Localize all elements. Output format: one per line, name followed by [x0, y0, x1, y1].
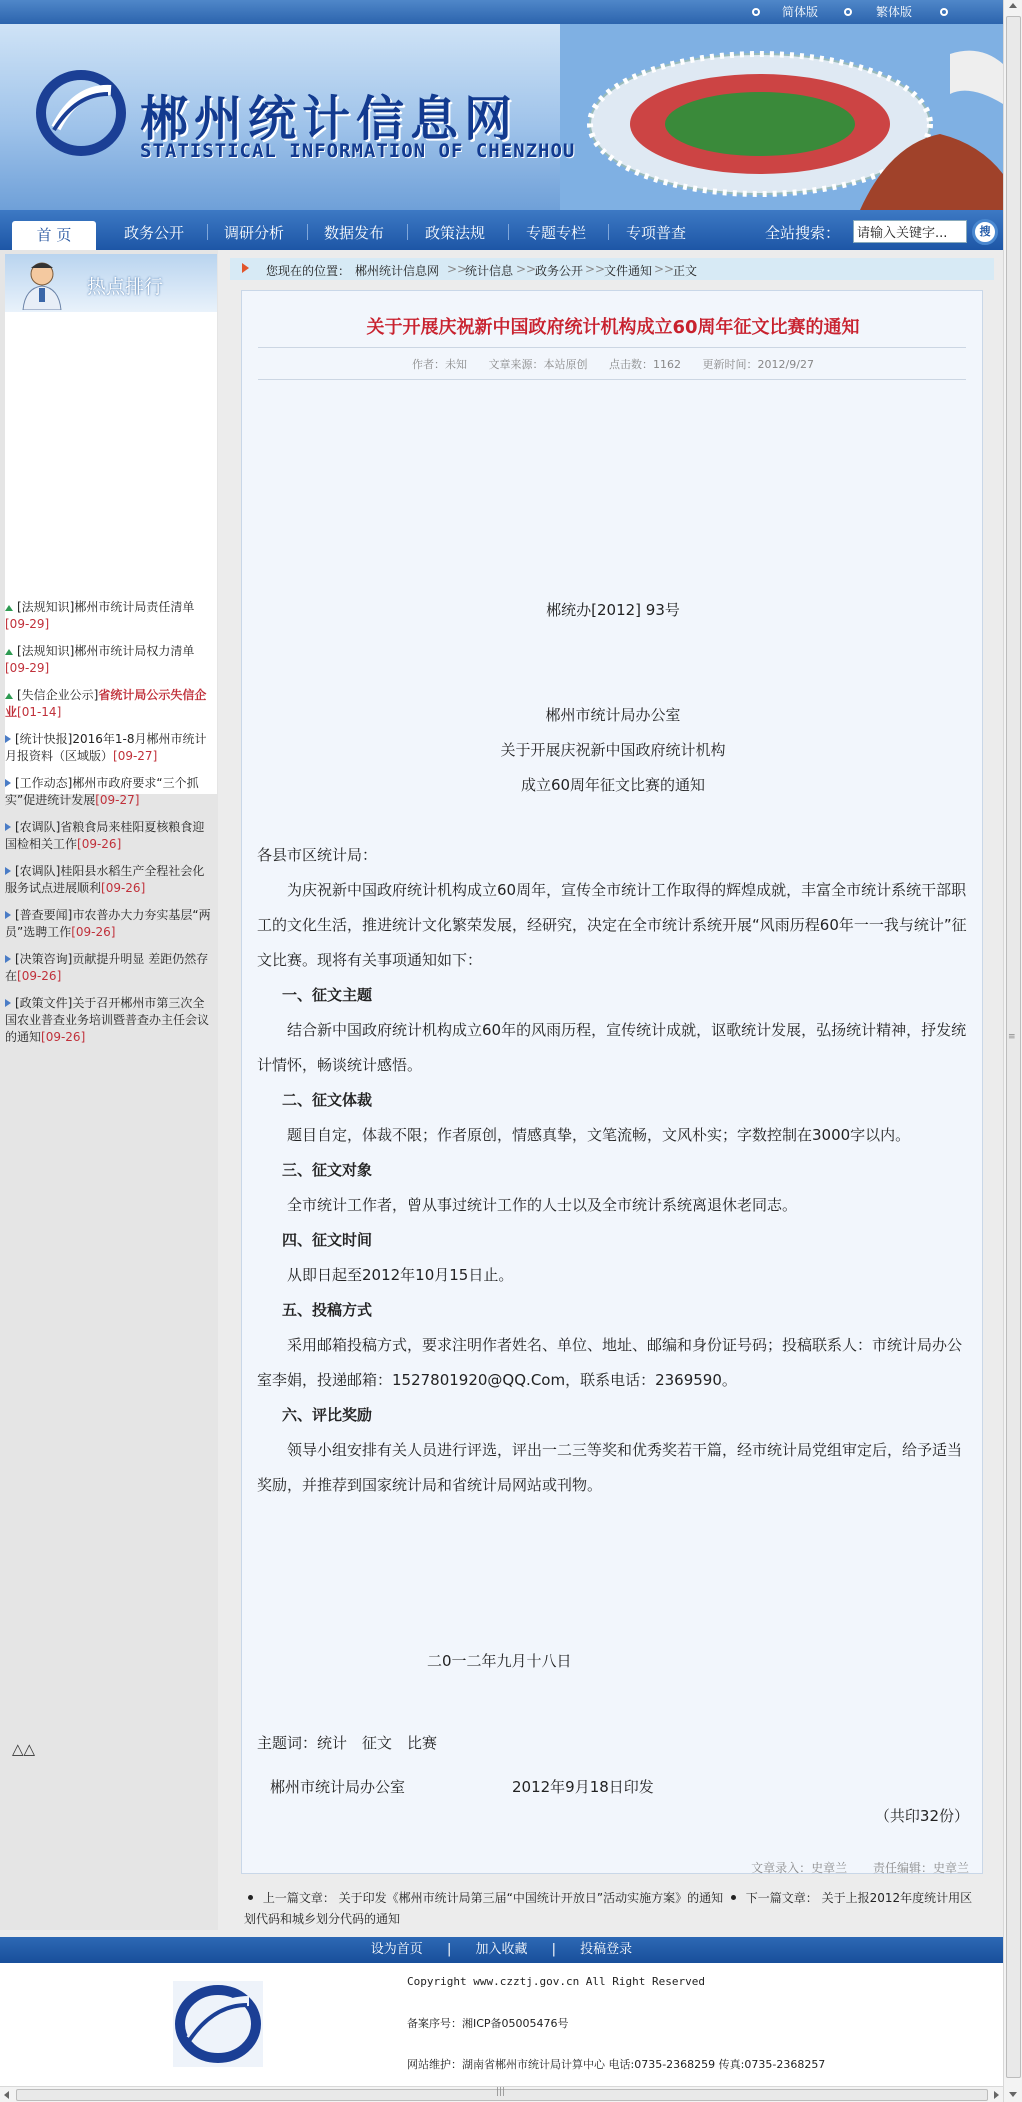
section-paragraph: 题目自定，体裁不限；作者原创，情感真挚，文笔流畅，文风朴实；字数控制在3000字以内。 — [287, 1126, 911, 1144]
meta-author: 作者：未知 — [412, 358, 468, 371]
breadcrumb-label: 您现在的位置： — [266, 264, 351, 278]
sidebar — [0, 250, 218, 1930]
footer-sep: | — [446, 1942, 452, 1957]
article-meta — [242, 356, 984, 372]
nav-divider — [508, 224, 509, 240]
hot-news-item[interactable] — [5, 687, 213, 721]
intro-paragraph: 为庆祝新中国政府统计机构成立60周年，宣传全市统计工作取得的辉煌成就，丰富全市统计系统干部职工的文化生活，推进统计文化繁荣发展，经研究，决定在全市统计系统开展“风雨历程60年一一我与统计”征文比赛。现将有关事项通知如下： — [257, 881, 967, 969]
copies: （共印32份） — [874, 1807, 969, 1825]
print-date: 2012年9月18日印发 — [512, 1778, 654, 1796]
meta-source: 文章来源：本站原创 — [488, 358, 588, 371]
section-paragraph: 结合新中国政府统计机构成立60年的风雨历程，宣传统计成就，讴歌统计发展，弘扬统计精神，抒发统计情怀，畅谈统计感悟。 — [257, 1021, 967, 1074]
nav-divider — [407, 224, 408, 240]
section-paragraph: 全市统计工作者，曾从事过统计工作的人士以及全市统计系统离退休老同志。 — [287, 1196, 798, 1214]
doc-heading-1: 关于开展庆祝新中国政府统计机构 — [500, 741, 726, 759]
divider — [258, 379, 966, 380]
up-arrow-icon — [5, 605, 13, 611]
hot-news-item[interactable] — [5, 863, 213, 897]
news-title[interactable]: 省粮食局来桂阳夏核粮食迎国检相关工作 — [5, 820, 205, 851]
add-favorite-link[interactable]: 加入收藏 — [475, 1942, 528, 1957]
search-button[interactable]: 搜 — [972, 219, 998, 245]
bullet-icon — [731, 1895, 736, 1900]
section-heading: 五、投稿方式 — [282, 1301, 373, 1319]
news-date: [09-26] — [77, 837, 122, 851]
news-date: [09-26] — [17, 969, 62, 983]
office-name: 郴州市统计局办公室 — [270, 1778, 406, 1796]
news-category: [政策文件] — [15, 996, 73, 1010]
editors — [257, 1851, 969, 1886]
search-label: 全站搜索： — [765, 224, 841, 242]
news-category: [决策咨询] — [15, 952, 73, 966]
nav-policy[interactable]: 政策法规 — [425, 224, 486, 242]
scroll-down-icon[interactable] — [1009, 2092, 1017, 2097]
site-title-english: STATISTICAL INFORMATION OF CHENZHOU — [140, 140, 576, 162]
scroll-right-icon[interactable] — [994, 2091, 999, 2099]
meta-updated: 更新时间：2012/9/27 — [702, 358, 814, 371]
news-date: [09-27] — [113, 749, 158, 763]
news-date: [01-14] — [17, 705, 62, 719]
hot-ranking-title: 热点排行 — [87, 276, 164, 298]
hot-ranking-header — [5, 254, 217, 312]
news-date: [09-29] — [5, 661, 50, 675]
news-date: [09-27] — [95, 793, 140, 807]
news-title[interactable]: 桂阳县水稻生产全程社会化服务试点进展顺利 — [5, 864, 205, 895]
maintainer-info: 网站维护：湖南省郴州市统计局计算中心 电话:0735-2368259 传真:0735-2368257 — [407, 2058, 826, 2071]
site-title: 郴州统计信息网 — [140, 91, 519, 147]
nav-research[interactable]: 调研分析 — [224, 224, 285, 242]
breadcrumb-affairs[interactable]: 政务公开 — [535, 264, 584, 278]
footer-logo-icon — [173, 1981, 263, 2067]
bullet-icon — [844, 8, 852, 16]
nav-census[interactable]: 专项普查 — [626, 224, 687, 242]
news-title[interactable]: 贡献提升明显 差距仍然存在 — [5, 952, 209, 983]
stadium-image — [560, 24, 1003, 210]
news-category: [统计快报] — [15, 732, 73, 746]
hot-news-item[interactable] — [5, 995, 213, 1046]
bullet-icon — [248, 1895, 253, 1900]
right-arrow-icon — [5, 735, 11, 743]
simplified-link[interactable]: 简体版 — [782, 5, 819, 19]
news-title[interactable]: 2016年1-8月郴州市统计月报资料（区域版） — [5, 732, 207, 763]
nav-divider — [608, 224, 609, 240]
news-category: [工作动态] — [15, 776, 73, 790]
right-arrow-icon — [5, 955, 11, 963]
section-paragraph: 从即日起至2012年10月15日止。 — [287, 1266, 514, 1284]
up-arrow-icon — [5, 693, 13, 699]
grip-icon: ||| — [496, 2087, 506, 2097]
next-label: 下一篇文章： — [745, 1891, 818, 1905]
breadcrumb-sep: >> — [516, 262, 537, 276]
breadcrumb-home[interactable]: 郴州统计信息网 — [355, 264, 440, 278]
copyright: Copyright www.czztj.gov.cn All Right Reserved — [407, 1975, 706, 1988]
news-title[interactable]: 郴州市统计局责任清单 — [74, 600, 195, 614]
section-paragraph: 采用邮箱投稿方式，要求注明作者姓名、单位、地址、邮编和身份证号码；投稿联系人：市统计局办公室李娟，投递邮箱：1527801920@QQ.Com，联系电话：2369590。 — [257, 1336, 963, 1389]
doc-date: 二0一二年九月十八日 — [427, 1652, 572, 1670]
breadcrumb-notices[interactable]: 文件通知 — [604, 264, 653, 278]
scroll-thumb[interactable] — [1006, 16, 1021, 2078]
prev-label: 上一篇文章： — [262, 1891, 335, 1905]
arrow-icon — [242, 263, 249, 273]
footer — [0, 1963, 1003, 2086]
news-date: [09-26] — [101, 881, 146, 895]
breadcrumb-sep: >> — [585, 262, 606, 276]
breadcrumb-current: 正文 — [673, 264, 698, 278]
footer-sep: | — [551, 1942, 557, 1957]
nav-affairs[interactable]: 政务公开 — [124, 224, 185, 242]
breadcrumb-sep: >> — [654, 262, 675, 276]
news-title[interactable]: 郴州市统计局权力清单 — [74, 644, 195, 658]
news-category: [农调队] — [15, 820, 61, 834]
search-input[interactable] — [853, 220, 967, 243]
footer-links — [0, 1937, 1003, 1963]
section-heading: 二、征文体裁 — [282, 1091, 373, 1109]
news-category: [普查要闻] — [15, 908, 73, 922]
news-title[interactable]: 市农普办大力夯实基层“两员”选聘工作 — [5, 908, 211, 939]
keywords: 主题词：统计 征文 比赛 — [257, 1734, 438, 1752]
submit-login-link[interactable]: 投稿登录 — [580, 1942, 633, 1957]
right-arrow-icon — [5, 867, 11, 875]
prev-article-link[interactable]: 关于印发《郴州市统计局第三届“中国统计开放日”活动实施方案》的通知 — [338, 1891, 724, 1905]
bottom-mark: △△ — [12, 1740, 36, 1758]
grip-icon: ≡ — [1008, 1032, 1016, 1042]
right-arrow-icon — [5, 823, 11, 831]
doc-heading-2: 成立60周年征文比赛的通知 — [520, 776, 706, 794]
set-home-link[interactable]: 设为首页 — [370, 1942, 423, 1957]
news-category: [法规知识] — [17, 600, 75, 614]
section-heading: 六、评比奖励 — [282, 1406, 373, 1424]
hot-news-item[interactable] — [5, 819, 213, 853]
news-date: [09-29] — [5, 617, 50, 631]
news-title[interactable]: 省统计局公示失信企业 — [5, 688, 207, 719]
breadcrumb-sep: >> — [447, 262, 468, 276]
breadcrumb-stats-info[interactable]: 统计信息 — [465, 264, 514, 278]
news-category: [农调队] — [15, 864, 61, 878]
news-date: [09-26] — [71, 925, 116, 939]
right-arrow-icon — [5, 999, 11, 1007]
bullet-icon — [752, 8, 760, 16]
next-article-link[interactable]: 关于上报2012年度统计用区划代码和城乡划分代码的通知 — [244, 1891, 973, 1926]
nav-home[interactable]: 首 页 — [12, 221, 96, 250]
icp-number: 备案序号：湘ICP备05005476号 — [407, 2017, 569, 2030]
hot-news-item[interactable] — [5, 643, 213, 677]
entry-person: 文章录入：史章兰 — [751, 1861, 848, 1875]
nav-topics[interactable]: 专题专栏 — [526, 224, 587, 242]
section-paragraph: 领导小组安排有关人员进行评选，评出一二三等奖和优秀奖若干篇，经市统计局党组审定后，给予适当奖励，并推荐到国家统计局和省统计局网站或刊物。 — [257, 1441, 963, 1494]
site-logo-icon — [36, 68, 126, 158]
breadcrumb — [230, 258, 994, 280]
nav-data[interactable]: 数据发布 — [324, 224, 385, 242]
section-heading: 三、征文对象 — [282, 1161, 373, 1179]
traditional-link[interactable]: 繁体版 — [876, 5, 913, 19]
main-nav — [0, 210, 1003, 250]
nav-divider — [207, 224, 208, 240]
hot-news-item[interactable] — [5, 731, 213, 765]
doc-number: 郴统办[2012] 93号 — [546, 601, 680, 619]
doc-issuer: 郴州市统计局办公室 — [545, 706, 681, 724]
meta-hits: 点击数：1162 — [609, 358, 682, 371]
divider — [258, 347, 966, 348]
news-date: [09-26] — [41, 1030, 86, 1044]
nav-divider — [307, 224, 308, 240]
news-category: [法规知识] — [17, 644, 75, 658]
hot-news-item[interactable] — [5, 907, 213, 941]
vertical-scrollbar[interactable] — [1003, 0, 1022, 2102]
salutation: 各县市区统计局： — [257, 846, 378, 864]
right-arrow-icon — [5, 911, 11, 919]
scroll-up-icon[interactable] — [1009, 3, 1017, 8]
hot-news-item[interactable] — [5, 775, 213, 809]
article — [241, 290, 983, 1874]
article-title: 关于开展庆祝新中国政府统计机构成立60周年征文比赛的通知 — [366, 317, 860, 338]
bullet-icon — [940, 8, 948, 16]
scroll-left-icon[interactable] — [4, 2091, 9, 2099]
person-icon — [19, 258, 65, 310]
site-banner — [0, 24, 1003, 210]
right-arrow-icon — [5, 779, 11, 787]
hot-news-item[interactable] — [5, 599, 213, 633]
article-pager — [244, 1888, 984, 1930]
section-heading: 四、征文时间 — [282, 1231, 373, 1249]
news-title[interactable]: 郴州市政府要求“三个抓实”促进统计发展 — [5, 776, 199, 807]
language-bar — [0, 0, 1003, 24]
hot-news-item[interactable] — [5, 951, 213, 985]
horizontal-scrollbar[interactable] — [0, 2086, 1003, 2102]
news-category: [失信企业公示] — [17, 688, 99, 702]
news-title[interactable]: 关于召开郴州市第三次全国农业普查业务培训暨普查办主任会议的通知 — [5, 996, 210, 1044]
section-heading: 一、征文主题 — [282, 986, 373, 1004]
editor-person: 责任编辑：史章兰 — [872, 1861, 969, 1875]
up-arrow-icon — [5, 649, 13, 655]
